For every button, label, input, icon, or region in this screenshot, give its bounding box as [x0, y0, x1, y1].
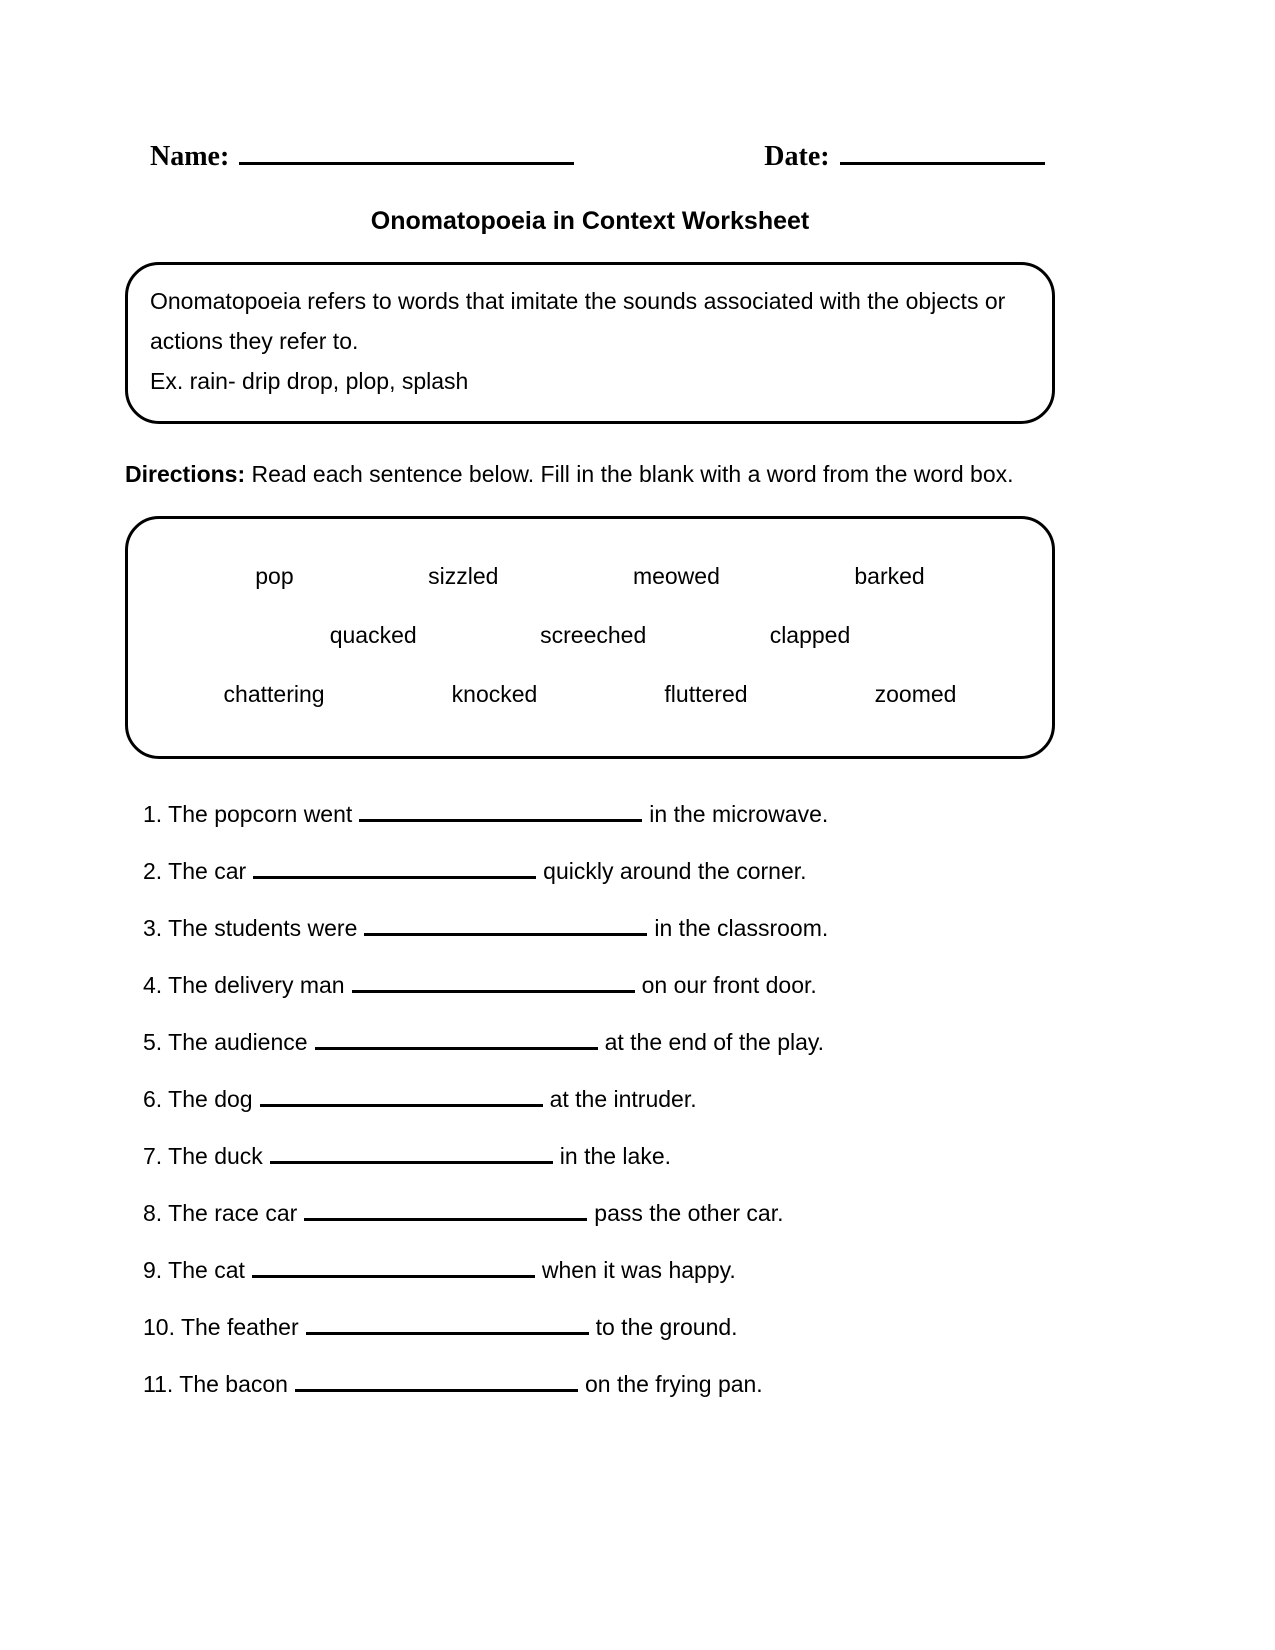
word-bank-word: quacked — [329, 622, 417, 648]
word-bank-word: zoomed — [874, 681, 957, 707]
sentence-list — [125, 797, 1275, 1397]
answer-blank[interactable] — [315, 1025, 598, 1050]
answer-blank[interactable] — [253, 854, 536, 879]
page-title: Onomatopoeia in Context Worksheet — [370, 207, 810, 235]
sentence — [143, 1082, 1275, 1112]
word-bank-word: meowed — [632, 563, 720, 589]
example-text: Ex. rain- drip drop, plop, splash — [150, 368, 469, 394]
sentence-number: 9. — [143, 1257, 163, 1283]
sentence-after: in the classroom. — [654, 915, 829, 941]
sentence-number: 2. — [143, 858, 163, 884]
word-bank-word: knocked — [451, 681, 538, 707]
sentence-after: at the intruder. — [549, 1086, 697, 1112]
sentence-after: quickly around the corner. — [543, 858, 807, 884]
sentence-before: The car — [168, 858, 247, 884]
sentence-before: The delivery man — [168, 972, 345, 998]
sentence-after: when it was happy. — [541, 1257, 736, 1283]
header-row — [125, 138, 1275, 173]
sentence-before: The audience — [168, 1029, 308, 1055]
sentence — [143, 1310, 1275, 1340]
sentence — [143, 1196, 1275, 1226]
directions-label: Directions: — [125, 461, 246, 487]
sentence-after: pass the other car. — [594, 1200, 784, 1226]
answer-blank[interactable] — [304, 1196, 587, 1221]
sentence-number: 4. — [143, 972, 163, 998]
date-input-line[interactable] — [840, 138, 1045, 165]
word-bank-row — [128, 558, 1052, 594]
word-bank-word: sizzled — [428, 563, 499, 589]
sentence — [143, 797, 1275, 827]
sentence-after: in the microwave. — [649, 801, 829, 827]
sentence — [143, 911, 1275, 941]
definition-box — [125, 262, 1055, 424]
directions — [125, 454, 1073, 494]
word-bank-word: screeched — [540, 622, 647, 648]
name-field-group — [150, 138, 574, 173]
sentence-before: The dog — [168, 1086, 253, 1112]
sentence-number: 3. — [143, 915, 163, 941]
sentence-number: 1. — [143, 801, 163, 827]
definition-text: Onomatopoeia refers to words that imitate the sounds associated with the objects or actions they refer to. — [150, 288, 1006, 354]
answer-blank[interactable] — [306, 1310, 589, 1335]
word-bank-word: barked — [854, 563, 925, 589]
sentence — [143, 854, 1275, 884]
name-input-line[interactable] — [239, 138, 574, 165]
sentence-after: to the ground. — [595, 1314, 738, 1340]
word-bank-word: fluttered — [664, 681, 748, 707]
sentence-before: The cat — [168, 1257, 245, 1283]
sentence-after: on the frying pan. — [584, 1371, 763, 1397]
name-label: Name: — [150, 141, 230, 172]
sentence-before: The popcorn went — [168, 801, 353, 827]
answer-blank[interactable] — [270, 1139, 553, 1164]
sentence — [143, 1139, 1275, 1169]
answer-blank[interactable] — [352, 968, 635, 993]
sentence-before: The students were — [168, 915, 358, 941]
answer-blank[interactable] — [295, 1367, 578, 1392]
answer-blank[interactable] — [359, 797, 642, 822]
sentence-before: The feather — [180, 1314, 299, 1340]
sentence-after: on our front door. — [641, 972, 817, 998]
sentence-number: 5. — [143, 1029, 163, 1055]
directions-text: Read each sentence below. Fill in the blank with a word from the word box. — [251, 461, 1014, 487]
date-label: Date: — [764, 141, 830, 172]
word-bank-row — [128, 676, 1052, 712]
word-bank-box — [125, 516, 1055, 759]
word-bank-word: chattering — [223, 681, 325, 707]
word-bank-word: pop — [255, 563, 294, 589]
sentence-number: 7. — [143, 1143, 163, 1169]
sentence-number: 8. — [143, 1200, 163, 1226]
sentence-after: at the end of the play. — [604, 1029, 825, 1055]
sentence-before: The race car — [168, 1200, 298, 1226]
sentence — [143, 1367, 1275, 1397]
date-field-group — [764, 138, 1044, 173]
sentence-number: 11. — [143, 1371, 174, 1397]
sentence — [143, 1253, 1275, 1283]
answer-blank[interactable] — [252, 1253, 535, 1278]
sentence-after: in the lake. — [559, 1143, 672, 1169]
word-bank-row — [128, 617, 1052, 653]
answer-blank[interactable] — [260, 1082, 543, 1107]
answer-blank[interactable] — [364, 911, 647, 936]
sentence-before: The duck — [168, 1143, 263, 1169]
sentence — [143, 1025, 1275, 1055]
word-bank-word: clapped — [769, 622, 851, 648]
sentence-number: 6. — [143, 1086, 163, 1112]
sentence-before: The bacon — [179, 1371, 288, 1397]
sentence-number: 10. — [143, 1314, 175, 1340]
sentence — [143, 968, 1275, 998]
